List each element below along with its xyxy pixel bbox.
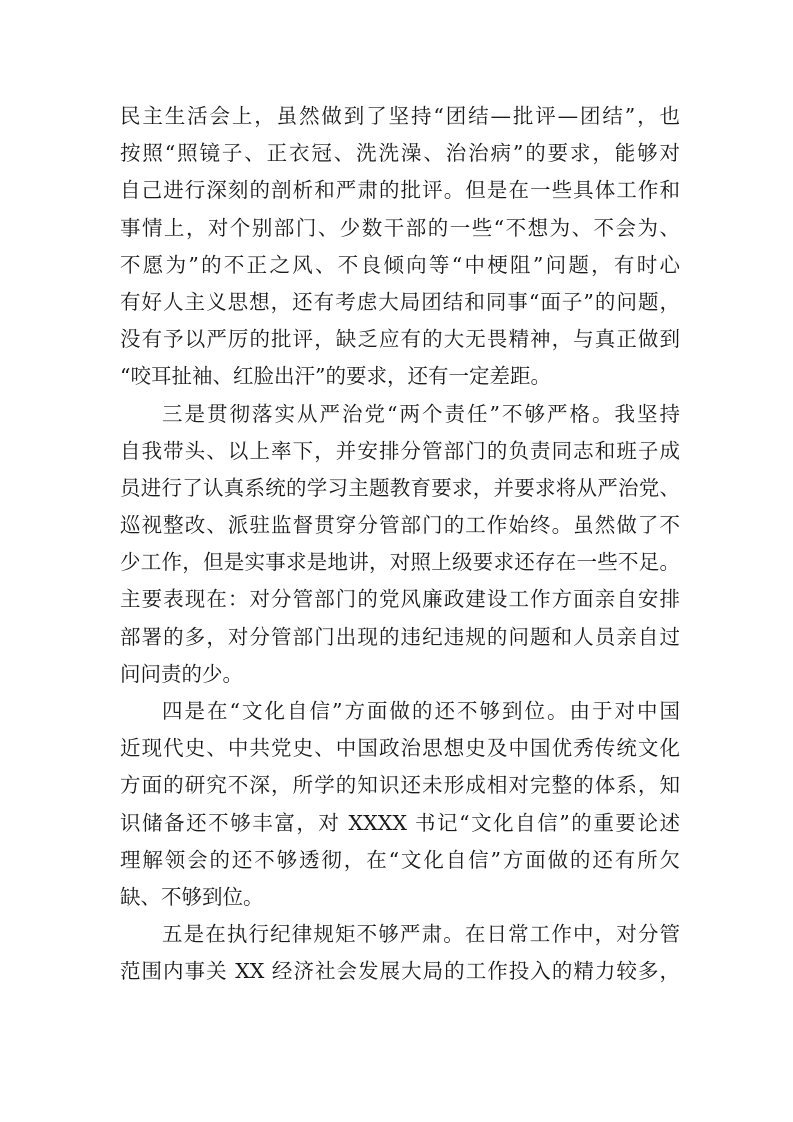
document-body: [120, 98, 680, 991]
text-line: 按照“照镜子、正衣冠、洗洗澡、治治病”的要求，能够对: [120, 141, 680, 166]
text-line: 员进行了认真系统的学习主题教育要求，并要求将从严治党、: [120, 475, 680, 500]
text-line: 有好人主义思想，还有考虑大局团结和同事“面子”的问题，: [120, 289, 680, 314]
text-line: “咬耳扯袖、红脸出汗”的要求，还有一定差距。: [120, 364, 551, 389]
text-line: 少工作，但是实事求是地讲，对照上级要求还存在一些不足。: [120, 550, 680, 575]
text-line: 主要表现在：对分管部门的党风廉政建设工作方面亲自安排: [120, 587, 680, 612]
text-line: 没有予以严厉的批评，缺乏应有的大无畏精神，与真正做到: [120, 327, 680, 352]
text-line: 问问责的少。: [120, 661, 243, 686]
text-line: 理解领会的还不够透彻，在“文化自信”方面做的还有所欠: [120, 847, 680, 872]
text-line: 自我带头、以上率下，并安排分管部门的负责同志和班子成: [120, 438, 680, 463]
text-line: 自己进行深刻的剖析和严肃的批评。但是在一些具体工作和: [120, 178, 680, 203]
paragraph-first-line: 三是贯彻落实从严治党“两个责任”不够严格。我坚持: [162, 401, 680, 426]
text-line: 不愿为”的不正之风、不良倾向等“中梗阻”问题，有时心: [120, 252, 680, 277]
text-line: 缺、不够到位。: [120, 884, 264, 909]
text-line: 识储备还不够丰富，对 XXXX 书记“文化自信”的重要论述: [120, 810, 680, 835]
text-line: 事情上，对个别部门、少数干部的一些“不想为、不会为、: [120, 215, 680, 240]
paragraph-first-line: 四是在“文化自信”方面做的还不够到位。由于对中国: [162, 699, 680, 723]
text-line: 民主生活会上，虽然做到了坚持“团结—批评—团结”，也: [120, 104, 680, 128]
text-line: 部署的多，对分管部门出现的违纪违规的问题和人员亲自过: [120, 624, 680, 649]
text-line: 范围内事关 XX 经济社会发展大局的工作投入的精力较多，: [120, 959, 680, 984]
text-line: 巡视整改、派驻监督贯穿分管部门的工作始终。虽然做了不: [120, 513, 680, 538]
text-line: 近现代史、中共党史、中国政治思想史及中国优秀传统文化: [120, 736, 680, 761]
text-line: 方面的研究不深，所学的知识还未形成相对完整的体系，知: [120, 773, 680, 798]
paragraph-first-line: 五是在执行纪律规矩不够严肃。在日常工作中，对分管: [162, 922, 680, 947]
